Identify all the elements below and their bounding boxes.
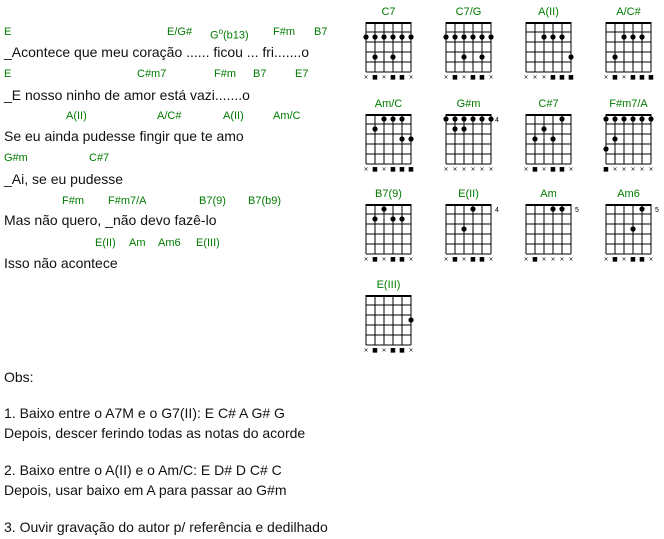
string-marker: ×: [363, 166, 369, 173]
string-marker: ×: [603, 74, 609, 81]
finger-dot: [532, 136, 537, 141]
fret-number: 5: [575, 207, 579, 214]
string-marker: ■: [470, 256, 476, 263]
finger-dot: [372, 216, 377, 221]
chord-label: A/C#: [157, 110, 182, 122]
lyric-line: _E nosso ninho de amor está vazi.......o: [4, 87, 250, 103]
chord-label: A(II): [223, 110, 244, 122]
obs-line: Depois, usar baixo em A para passar ao G#m: [4, 482, 287, 498]
nut: [606, 114, 651, 116]
string-marker: ×: [568, 256, 574, 263]
string-marker: ■: [372, 166, 378, 173]
string-marker: ×: [541, 256, 547, 263]
string-marker: ■: [479, 74, 485, 81]
string-marker: ×: [621, 166, 627, 173]
string-marker: ×: [488, 74, 494, 81]
finger-dot: [381, 34, 386, 39]
finger-dot: [541, 126, 546, 131]
chord-diagram-12: [603, 204, 664, 266]
string-marker: ■: [639, 256, 645, 263]
chord-diagram-label: E(II): [458, 188, 479, 200]
string-marker: ×: [443, 74, 449, 81]
lyric-line: Mas não quero, _não devo fazê-lo: [4, 212, 217, 228]
string-marker: ■: [399, 166, 405, 173]
chord-label: C#7: [89, 152, 110, 164]
string-marker: ■: [568, 74, 574, 81]
nut: [446, 204, 491, 206]
finger-dot: [470, 206, 475, 211]
string-marker: ■: [408, 166, 414, 173]
chord-label: E7: [295, 68, 309, 80]
finger-dot: [390, 216, 395, 221]
finger-dot: [372, 34, 377, 39]
fret-number: 4: [495, 117, 499, 124]
finger-dot: [630, 34, 635, 39]
finger-dot: [621, 116, 626, 121]
finger-dot: [550, 206, 555, 211]
string-marker: ■: [372, 347, 378, 354]
nut: [446, 114, 491, 116]
nut: [526, 114, 571, 116]
string-marker: ■: [372, 74, 378, 81]
string-marker: ×: [568, 166, 574, 173]
string-marker: ×: [479, 166, 485, 173]
chord-diagram-label: C7/G: [455, 6, 482, 18]
chord-diagram-7: [523, 114, 585, 176]
finger-dot: [630, 116, 635, 121]
finger-dot: [390, 34, 395, 39]
string-marker: ×: [381, 166, 387, 173]
fret-number: 5: [655, 207, 659, 214]
finger-dot: [381, 206, 386, 211]
nut: [526, 204, 571, 206]
chord-label: B7(b9): [248, 195, 282, 207]
finger-dot: [461, 34, 466, 39]
chord-label: E: [4, 26, 12, 38]
finger-dot: [479, 116, 484, 121]
nut: [366, 295, 411, 297]
string-marker: ■: [603, 166, 609, 173]
string-marker: ×: [541, 166, 547, 173]
finger-dot: [408, 317, 413, 322]
finger-dot: [363, 34, 368, 39]
finger-dot: [461, 126, 466, 131]
finger-dot: [461, 116, 466, 121]
chord-label: F#m7/A: [108, 195, 147, 207]
string-marker: ×: [363, 256, 369, 263]
finger-dot: [612, 116, 617, 121]
string-marker: ×: [639, 166, 645, 173]
chord-diagram-label: F#m7/A: [609, 98, 648, 110]
string-marker: ×: [621, 74, 627, 81]
string-marker: ■: [399, 347, 405, 354]
string-marker: ■: [390, 74, 396, 81]
string-marker: ×: [612, 166, 618, 173]
finger-dot: [612, 54, 617, 59]
string-marker: ×: [541, 74, 547, 81]
lyric-line: Isso não acontece: [4, 255, 118, 271]
finger-dot: [479, 34, 484, 39]
chord-diagram-label: Am: [540, 188, 557, 200]
chord-label: E(II): [95, 237, 116, 249]
chord-label: B7: [253, 68, 267, 80]
nut: [526, 22, 571, 24]
chord-diagram-2: [443, 22, 505, 84]
string-marker: ×: [443, 166, 449, 173]
finger-dot: [390, 116, 395, 121]
finger-dot: [541, 34, 546, 39]
finger-dot: [452, 116, 457, 121]
string-marker: ■: [630, 256, 636, 263]
chord-label: B7(9): [199, 195, 226, 207]
string-marker: ■: [612, 74, 618, 81]
finger-dot: [550, 136, 555, 141]
finger-dot: [568, 54, 573, 59]
string-marker: ×: [559, 256, 565, 263]
string-marker: ■: [559, 166, 565, 173]
string-marker: ×: [523, 74, 529, 81]
string-marker: ■: [532, 256, 538, 263]
chord-diagram-6: [443, 114, 505, 176]
string-marker: ■: [470, 74, 476, 81]
finger-dot: [621, 34, 626, 39]
chord-diagram-label: C#7: [538, 98, 559, 110]
string-marker: ■: [559, 74, 565, 81]
chord-diagram-label: B7(9): [375, 188, 402, 200]
chord-diagram-11: [523, 204, 585, 266]
nut: [446, 22, 491, 24]
chord-label: E/G#: [167, 26, 193, 38]
string-marker: ×: [443, 256, 449, 263]
obs-line: 3. Ouvir gravação do autor p/ referência e dedilhado: [4, 519, 328, 535]
nut: [366, 22, 411, 24]
finger-dot: [381, 116, 386, 121]
string-marker: ■: [479, 256, 485, 263]
string-marker: ×: [523, 166, 529, 173]
finger-dot: [452, 34, 457, 39]
string-marker: ×: [470, 166, 476, 173]
string-marker: ■: [452, 256, 458, 263]
chord-label: B7: [314, 26, 328, 38]
finger-dot: [443, 34, 448, 39]
string-marker: ×: [648, 166, 654, 173]
nut: [606, 22, 651, 24]
chord-label: F#m: [273, 26, 295, 38]
string-marker: ■: [452, 74, 458, 81]
finger-dot: [372, 126, 377, 131]
string-marker: ×: [523, 256, 529, 263]
finger-dot: [443, 116, 448, 121]
finger-dot: [550, 34, 555, 39]
lyric-line: _Ai, se eu pudesse: [4, 171, 124, 187]
string-marker: ■: [390, 166, 396, 173]
chord-diagram-9: [363, 204, 425, 266]
finger-dot: [559, 116, 564, 121]
string-marker: ×: [408, 256, 414, 263]
chord-diagram-label: A(II): [538, 6, 559, 18]
string-marker: ×: [603, 256, 609, 263]
chord-label: F#m: [214, 68, 236, 80]
finger-dot: [408, 136, 413, 141]
finger-dot: [399, 216, 404, 221]
string-marker: ×: [363, 347, 369, 354]
chord-diagram-label: Am/C: [374, 98, 403, 110]
string-marker: ×: [648, 256, 654, 263]
chord-label: E(III): [196, 237, 220, 249]
finger-dot: [603, 146, 608, 151]
string-marker: ×: [381, 74, 387, 81]
finger-dot: [452, 126, 457, 131]
finger-dot: [639, 34, 644, 39]
string-marker: ×: [461, 74, 467, 81]
finger-dot: [461, 226, 466, 231]
chord-diagram-3: [523, 22, 585, 84]
finger-dot: [612, 136, 617, 141]
finger-dot: [488, 34, 493, 39]
obs-line: Depois, descer ferindo todas as notas do acorde: [4, 425, 306, 441]
finger-dot: [399, 136, 404, 141]
string-marker: ×: [488, 166, 494, 173]
string-marker: ■: [648, 74, 654, 81]
string-marker: ×: [532, 74, 538, 81]
nut: [606, 204, 651, 206]
chord-diagram-5: [363, 114, 425, 176]
string-marker: ■: [612, 256, 618, 263]
chord-diagram-4: [603, 22, 664, 84]
finger-dot: [488, 116, 493, 121]
string-marker: ■: [390, 347, 396, 354]
chord-diagram-label: G#m: [456, 98, 481, 110]
string-marker: ■: [630, 74, 636, 81]
finger-dot: [470, 116, 475, 121]
string-marker: ×: [363, 74, 369, 81]
finger-dot: [648, 116, 653, 121]
string-marker: ×: [621, 256, 627, 263]
string-marker: ■: [399, 74, 405, 81]
string-marker: ■: [390, 256, 396, 263]
chord-label: F#m: [62, 195, 84, 207]
chord-label: G#m: [4, 152, 28, 164]
string-marker: ×: [381, 347, 387, 354]
finger-dot: [372, 54, 377, 59]
chord-label: Am6: [158, 237, 181, 249]
finger-dot: [408, 34, 413, 39]
string-marker: ×: [408, 74, 414, 81]
chord-diagram-8: [603, 114, 664, 176]
obs-title: Obs:: [4, 369, 34, 385]
chord-label: Am/C: [273, 110, 301, 122]
chord-diagram-1: [363, 22, 425, 84]
string-marker: ■: [532, 166, 538, 173]
obs-line: 1. Baixo entre o A7M e o G7(II): E C# A G# G: [4, 405, 285, 421]
lyric-line: _Acontece que meu coração ...... ficou ... fri.......o: [4, 44, 310, 60]
chord-label: A(II): [66, 110, 87, 122]
string-marker: ■: [550, 166, 556, 173]
string-marker: ×: [630, 166, 636, 173]
fret-number: 4: [495, 207, 499, 214]
finger-dot: [559, 206, 564, 211]
finger-dot: [639, 206, 644, 211]
string-marker: ×: [452, 166, 458, 173]
chord-diagram-10: [443, 204, 505, 266]
finger-dot: [461, 54, 466, 59]
obs-line: 2. Baixo entre o A(II) e o Am/C: E D# D C# C: [4, 462, 282, 478]
finger-dot: [603, 116, 608, 121]
chord-label: $G^o(b13)$: [210, 27, 249, 42]
finger-dot: [470, 34, 475, 39]
nut: [366, 204, 411, 206]
string-marker: ×: [461, 166, 467, 173]
string-marker: ■: [550, 74, 556, 81]
string-marker: ■: [399, 256, 405, 263]
chord-diagram-label: Am6: [617, 188, 640, 200]
string-marker: ■: [372, 256, 378, 263]
finger-dot: [390, 54, 395, 59]
finger-dot: [630, 226, 635, 231]
finger-dot: [399, 116, 404, 121]
chord-diagram-label: E(III): [376, 279, 401, 291]
string-marker: ×: [381, 256, 387, 263]
string-marker: ×: [550, 256, 556, 263]
chord-diagram-label: C7: [381, 6, 396, 18]
chord-label: E: [4, 68, 12, 80]
string-marker: ×: [488, 256, 494, 263]
chord-diagram-label: A/C#: [616, 6, 641, 18]
finger-dot: [479, 54, 484, 59]
nut: [366, 114, 411, 116]
string-marker: ×: [461, 256, 467, 263]
chord-label: C#m7: [137, 68, 167, 80]
chord-diagram-13: [363, 295, 425, 357]
string-marker: ■: [639, 74, 645, 81]
finger-dot: [399, 34, 404, 39]
finger-dot: [559, 34, 564, 39]
lyric-line: Se eu ainda pudesse fingir que te amo: [4, 128, 244, 144]
chord-label: Am: [129, 237, 146, 249]
finger-dot: [639, 116, 644, 121]
string-marker: ×: [408, 347, 414, 354]
